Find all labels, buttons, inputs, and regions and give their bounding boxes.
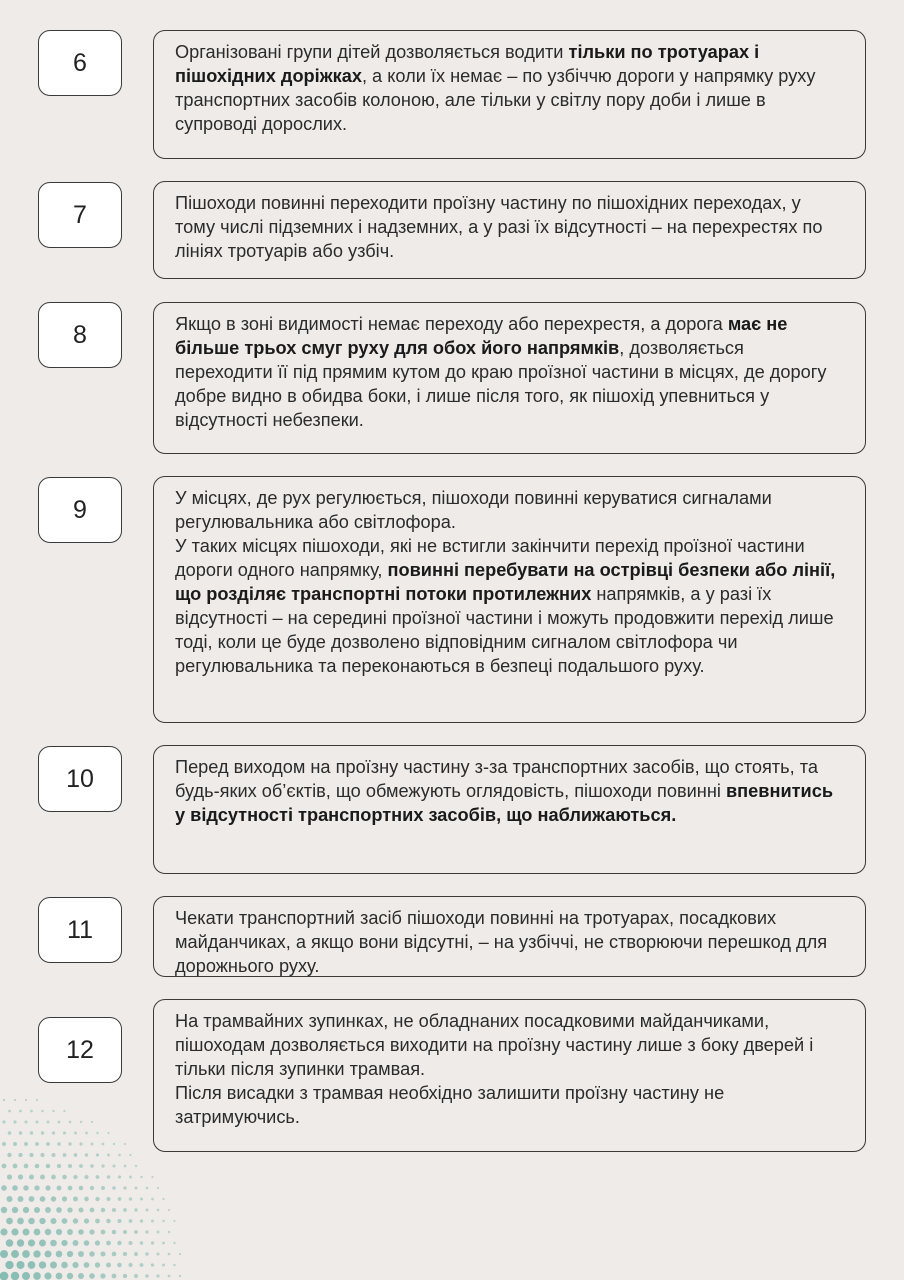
rule-number-box xyxy=(38,477,122,543)
rule-number: 11 xyxy=(67,915,93,944)
decorative-dot xyxy=(118,1175,121,1178)
decorative-dot xyxy=(84,1240,90,1246)
decorative-dot xyxy=(6,1218,13,1225)
decorative-dot xyxy=(117,1241,121,1245)
decorative-dot xyxy=(151,1263,154,1266)
decorative-dot xyxy=(129,1176,132,1179)
decorative-dot xyxy=(73,1240,79,1246)
decorative-dot xyxy=(134,1230,138,1234)
decorative-dot xyxy=(7,1196,13,1202)
decorative-dot xyxy=(47,1121,50,1124)
decorative-dot xyxy=(39,1261,46,1268)
rule-number: 10 xyxy=(66,764,94,793)
decorative-dot xyxy=(24,1164,29,1169)
decorative-dot xyxy=(44,1272,51,1279)
rule-paragraph xyxy=(175,191,845,263)
decorative-dot xyxy=(29,1174,34,1179)
rule-text-card xyxy=(153,896,866,977)
decorative-dot xyxy=(112,1208,116,1212)
decorative-dot xyxy=(146,1187,149,1190)
decorative-dot xyxy=(123,1274,127,1278)
decorative-dot xyxy=(118,1154,121,1157)
decorative-dot xyxy=(151,1241,154,1244)
decorative-dot xyxy=(168,1253,171,1256)
decorative-dot xyxy=(101,1164,104,1167)
decorative-dot xyxy=(45,1207,51,1213)
decorative-dot xyxy=(67,1251,73,1257)
decorative-dot xyxy=(135,1187,138,1190)
decorative-dot xyxy=(35,1120,38,1123)
decorative-dot xyxy=(95,1197,99,1201)
decorative-dot xyxy=(34,1207,40,1213)
decorative-dot xyxy=(50,1262,57,1269)
decorative-dot xyxy=(95,1219,100,1224)
decorative-dot xyxy=(30,1131,33,1134)
rule-text-bold: має не більше трьох смуг руху для обох його напрямків xyxy=(175,314,788,358)
decorative-dot xyxy=(101,1186,105,1190)
decorative-dot xyxy=(7,1153,11,1157)
decorative-dot xyxy=(52,1110,54,1112)
decorative-dot xyxy=(36,1099,38,1101)
decorative-dot xyxy=(145,1252,149,1256)
decorative-dot xyxy=(128,1241,132,1245)
decorative-dot xyxy=(46,1164,50,1168)
decorative-dot xyxy=(90,1186,94,1190)
decorative-dot xyxy=(50,1240,57,1247)
decorative-dot xyxy=(89,1229,94,1234)
decorative-dot xyxy=(1,1185,7,1191)
rule-text-card xyxy=(153,181,866,279)
decorative-dot xyxy=(28,1239,35,1246)
decorative-dot xyxy=(5,1261,13,1269)
decorative-dot xyxy=(96,1175,100,1179)
decorative-dot xyxy=(18,1153,22,1157)
decorative-dot xyxy=(80,1121,82,1123)
decorative-dot xyxy=(162,1264,165,1267)
decorative-dot xyxy=(151,1198,154,1201)
rule-text: напрямків, а у разі їх відсутності – на середині проїзної частини і можуть продовжити перехід лише тоді, коли це буде дозволено відповідним сигналом світлофора чи регулювальника та переконаються в безпеці подальшого руху. xyxy=(175,584,834,676)
decorative-dot xyxy=(68,1142,71,1145)
rule-text-bold: впевнитись у відсутності транспортних засобів, що наближаються. xyxy=(175,781,834,825)
decorative-dot xyxy=(112,1164,115,1167)
decorative-dot xyxy=(134,1208,137,1211)
decorative-dot xyxy=(145,1208,148,1211)
decorative-dot xyxy=(106,1263,111,1268)
decorative-dot xyxy=(140,1219,143,1222)
decorative-dot xyxy=(90,1208,95,1213)
decorative-dot xyxy=(39,1218,45,1224)
decorative-dot xyxy=(129,1219,133,1223)
rule-paragraph xyxy=(175,755,845,827)
decorative-dot xyxy=(29,1153,33,1157)
rule-number: 9 xyxy=(73,495,87,524)
rule-text: Перед виходом на проїзну частину з-за транспортних засобів, що стоять, та будь-яких об’єктів, що обмежують оглядовість, пішоходи повинні xyxy=(175,757,818,801)
decorative-dot xyxy=(156,1252,159,1255)
decorative-dot xyxy=(63,1131,66,1134)
decorative-dot xyxy=(113,1143,115,1145)
decorative-dot xyxy=(51,1175,56,1180)
decorative-dot xyxy=(68,1186,73,1191)
rule-number-box xyxy=(38,182,122,248)
decorative-dot xyxy=(78,1251,84,1257)
decorative-dot xyxy=(6,1239,14,1247)
decorative-dot xyxy=(79,1142,82,1145)
rule-number-box xyxy=(38,302,122,368)
decorative-dot xyxy=(34,1229,41,1236)
decorative-dot xyxy=(162,1242,165,1245)
decorative-dot xyxy=(63,1153,67,1157)
rule-number: 8 xyxy=(73,320,87,349)
rule-paragraph xyxy=(175,906,845,978)
decorative-dot xyxy=(106,1197,110,1201)
decorative-dot xyxy=(84,1197,89,1202)
decorative-dot xyxy=(23,1229,30,1236)
rule-number: 12 xyxy=(66,1035,94,1064)
decorative-dot xyxy=(156,1274,159,1277)
rule-text: Пішоходи повинні переходити проїзну частину по пішохідних переходах, у тому числі підземних і надземних, а у разі їх відсутності – на перехрестях по лініях тротуарів або узбіч. xyxy=(175,193,823,261)
decorative-dot xyxy=(78,1273,84,1279)
decorative-dot xyxy=(145,1230,148,1233)
decorative-dot xyxy=(173,1242,175,1244)
decorative-dot xyxy=(73,1197,78,1202)
decorative-dot xyxy=(107,1132,109,1134)
decorative-dot xyxy=(19,1131,23,1135)
decorative-dot xyxy=(0,1272,8,1280)
decorative-dot xyxy=(13,1120,16,1123)
decorative-dot xyxy=(89,1273,95,1279)
rule-paragraph xyxy=(175,486,845,534)
rule-number-box xyxy=(38,746,122,812)
decorative-dot xyxy=(24,1142,28,1146)
decorative-dot xyxy=(78,1229,84,1235)
decorative-dot xyxy=(102,1143,105,1146)
decorative-dot xyxy=(112,1186,116,1190)
decorative-dot xyxy=(2,1142,6,1146)
decorative-dot xyxy=(39,1240,46,1247)
decorative-dot xyxy=(11,1250,19,1258)
decorative-dot xyxy=(18,1174,23,1179)
decorative-dot xyxy=(40,1175,45,1180)
decorative-dot xyxy=(16,1261,24,1269)
decorative-dot xyxy=(95,1240,100,1245)
decorative-dot xyxy=(84,1175,88,1179)
decorative-dot xyxy=(157,1231,160,1234)
decorative-dot xyxy=(73,1175,77,1179)
decorative-dot xyxy=(17,1239,24,1246)
decorative-dot xyxy=(2,1120,5,1123)
decorative-dot xyxy=(57,1142,61,1146)
decorative-dot xyxy=(162,1198,164,1200)
decorative-dot xyxy=(79,1164,83,1168)
decorative-dot xyxy=(14,1099,16,1101)
decorative-dot xyxy=(29,1196,35,1202)
decorative-dot xyxy=(134,1274,138,1278)
decorative-dot xyxy=(24,1120,27,1123)
rule-paragraph xyxy=(175,312,845,432)
decorative-dot xyxy=(168,1231,171,1234)
decorative-dot xyxy=(8,1110,11,1113)
decorative-dot xyxy=(56,1229,62,1235)
decorative-dot xyxy=(28,1261,36,1269)
decorative-dot xyxy=(124,1165,127,1168)
rule-text: , дозволяється переходити її під прямим кутом до краю проїзної частини в місцях, де дорогу добре видно в обидва боки, і лише після того, як пішохід упевниться у відсутності небезпеки. xyxy=(175,338,827,430)
rule-paragraph xyxy=(175,534,845,678)
decorative-dot xyxy=(58,1121,61,1124)
decorative-dot xyxy=(19,1110,22,1113)
decorative-dot xyxy=(117,1263,122,1268)
decorative-dot xyxy=(123,1252,127,1256)
decorative-dot xyxy=(78,1207,83,1212)
decorative-dot xyxy=(100,1251,105,1256)
decorative-dot xyxy=(25,1099,27,1101)
rule-text-bold: тільки по тротуарах і пішохідних доріжках xyxy=(175,42,760,86)
decorative-dot xyxy=(11,1228,18,1235)
decorative-dot xyxy=(84,1262,90,1268)
decorative-dot xyxy=(56,1251,63,1258)
decorative-dot xyxy=(30,1110,33,1113)
decorative-dot xyxy=(179,1275,181,1277)
decorative-dot xyxy=(124,1143,126,1145)
decorative-dot xyxy=(106,1219,110,1223)
rule-number-box xyxy=(38,30,122,96)
rule-text-card xyxy=(153,30,866,159)
decorative-dot xyxy=(62,1218,68,1224)
decorative-dot xyxy=(12,1207,18,1213)
rule-text: На трамвайних зупинках, не обладнаних посадковими майданчиками, пішоходам дозволяється виходити на проїзну частину лише з боку дверей і тільки після зупинки трамвая. xyxy=(175,1011,814,1079)
decorative-dot xyxy=(41,1131,44,1134)
rule-paragraph xyxy=(175,1009,845,1081)
decorative-dot xyxy=(17,1218,24,1225)
decorative-dot xyxy=(91,1121,93,1123)
rule-text: , а коли їх немає – по узбіччю дороги у напрямку руху транспортних засобів колоною, але тільки у світлу пору доби і лише в супроводі дорослих. xyxy=(175,66,816,134)
decorative-dot xyxy=(106,1241,111,1246)
decorative-dot xyxy=(56,1207,62,1213)
decorative-dot xyxy=(57,1164,61,1168)
decorative-dot xyxy=(140,1241,144,1245)
decorative-dot xyxy=(107,1154,110,1157)
decorative-dot xyxy=(33,1272,41,1280)
decorative-dot xyxy=(3,1099,5,1101)
decorative-dot xyxy=(11,1272,19,1280)
decorative-dot xyxy=(62,1196,67,1201)
decorative-dot xyxy=(23,1207,29,1213)
decorative-dot xyxy=(179,1253,181,1255)
rule-paragraph xyxy=(175,40,845,136)
decorative-dot xyxy=(107,1175,111,1179)
decorative-dot xyxy=(123,1186,126,1189)
decorative-dot xyxy=(45,1185,50,1190)
decorative-dot xyxy=(129,1154,131,1156)
decorative-dot xyxy=(74,1153,78,1157)
decorative-dot xyxy=(96,1153,99,1156)
decorative-dot xyxy=(46,1142,50,1146)
decorative-dot xyxy=(117,1219,121,1223)
decorative-dot xyxy=(57,1186,62,1191)
decorative-dot xyxy=(13,1164,18,1169)
decorative-dot xyxy=(118,1197,122,1201)
decorative-dot xyxy=(34,1185,39,1190)
decorative-dot xyxy=(79,1186,84,1191)
decorative-dot xyxy=(91,1143,94,1146)
decorative-dot xyxy=(22,1250,30,1258)
rule-text-card xyxy=(153,745,866,874)
decorative-dot xyxy=(129,1197,132,1200)
decorative-dot xyxy=(135,1165,137,1167)
decorative-dot xyxy=(51,1196,56,1201)
decorative-dot xyxy=(140,1263,144,1267)
decorative-dot xyxy=(35,1164,40,1169)
decorative-dot xyxy=(123,1230,127,1234)
decorative-dot xyxy=(128,1263,132,1267)
decorative-dot xyxy=(101,1230,106,1235)
rule-text-bold: повинні перебувати на острівці безпеки або лінії, що розділяє транспортні потоки протилежних xyxy=(175,560,836,604)
decorative-dot xyxy=(2,1164,7,1169)
rule-text: Після висадки з трамвая необхідно залишити проїзну частину не затримуючись. xyxy=(175,1083,725,1127)
decorative-dot xyxy=(89,1251,94,1256)
rule-text: У місцях, де рух регулюється, пішоходи повинні керуватися сигналами регулювальника або світлофора. xyxy=(175,488,772,532)
rule-text-card xyxy=(153,302,866,454)
decorative-dot xyxy=(85,1132,88,1135)
decorative-dot xyxy=(123,1208,127,1212)
decorative-dot xyxy=(134,1252,138,1256)
decorative-dot xyxy=(151,1220,154,1223)
decorative-dot xyxy=(90,1164,94,1168)
decorative-dot xyxy=(67,1229,73,1235)
decorative-dot xyxy=(173,1220,175,1222)
decorative-dot xyxy=(52,1131,55,1134)
decorative-dot xyxy=(0,1228,7,1235)
decorative-dot xyxy=(45,1229,52,1236)
decorative-dot xyxy=(95,1262,100,1267)
decorative-dot xyxy=(73,1218,78,1223)
decorative-dot xyxy=(101,1208,105,1212)
rule-number-box xyxy=(38,1017,122,1083)
decorative-dot xyxy=(18,1196,24,1202)
decorative-dot xyxy=(157,1187,159,1189)
decorative-dot xyxy=(168,1275,171,1278)
decorative-dot xyxy=(100,1273,105,1278)
decorative-dot xyxy=(8,1131,12,1135)
decorative-dot xyxy=(1,1207,7,1213)
rule-text-card xyxy=(153,476,866,723)
decorative-dot xyxy=(96,1132,99,1135)
decorative-dot xyxy=(23,1185,28,1190)
decorative-dot xyxy=(157,1209,160,1212)
decorative-dot xyxy=(12,1185,18,1191)
decorative-dot xyxy=(72,1262,78,1268)
decorative-dot xyxy=(7,1174,12,1179)
decorative-dot xyxy=(40,1196,46,1202)
decorative-dot xyxy=(173,1264,176,1267)
decorative-dot xyxy=(85,1153,88,1156)
decorative-dot xyxy=(13,1142,17,1146)
decorative-dot xyxy=(41,1110,44,1113)
decorative-dot xyxy=(35,1142,39,1146)
decorative-dot xyxy=(112,1252,117,1257)
rule-number: 6 xyxy=(73,48,87,77)
decorative-dot xyxy=(145,1274,149,1278)
decorative-dot xyxy=(28,1218,35,1225)
decorative-dot xyxy=(68,1164,72,1168)
rule-paragraph xyxy=(175,1081,845,1129)
rule-text-card xyxy=(153,999,866,1152)
decorative-dot xyxy=(69,1121,72,1124)
decorative-dot xyxy=(140,1176,143,1179)
decorative-dot xyxy=(62,1175,67,1180)
decorative-dot xyxy=(112,1230,116,1234)
decorative-dot xyxy=(162,1220,165,1223)
decorative-dot xyxy=(61,1262,68,1269)
decorative-dot xyxy=(67,1207,72,1212)
decorative-dot xyxy=(151,1176,153,1178)
decorative-dot xyxy=(168,1209,170,1211)
decorative-dot xyxy=(22,1272,30,1280)
decorative-dot xyxy=(140,1198,143,1201)
decorative-dot xyxy=(63,1110,65,1112)
rule-text: Організовані групи дітей дозволяється водити xyxy=(175,42,569,62)
rule-text: Чекати транспортний засіб пішоходи повинні на тротуарах, посадкових майданчиках, а якщо вони відсутні, – на узбіччі, не створюючи перешкод для дорожнього руху. xyxy=(175,908,828,976)
rule-number-box xyxy=(38,897,122,963)
decorative-dot xyxy=(112,1274,117,1279)
rule-text: У таких місцях пішоходи, які не встигли закінчити перехід проїзної частини дороги одного напрямку, xyxy=(175,536,805,580)
rule-text: Якщо в зоні видимості немає переходу або перехрестя, а дорога xyxy=(175,314,728,334)
decorative-dot xyxy=(33,1250,40,1257)
decorative-dot xyxy=(84,1218,89,1223)
decorative-dot xyxy=(52,1153,56,1157)
decorative-dot xyxy=(61,1240,67,1246)
decorative-dot xyxy=(56,1273,63,1280)
rule-number: 7 xyxy=(73,200,87,229)
decorative-dot xyxy=(67,1273,73,1279)
decorative-dot xyxy=(45,1251,52,1258)
decorative-dot xyxy=(74,1132,77,1135)
decorative-dot xyxy=(40,1153,44,1157)
decorative-dot xyxy=(50,1218,56,1224)
decorative-dot xyxy=(0,1250,8,1258)
